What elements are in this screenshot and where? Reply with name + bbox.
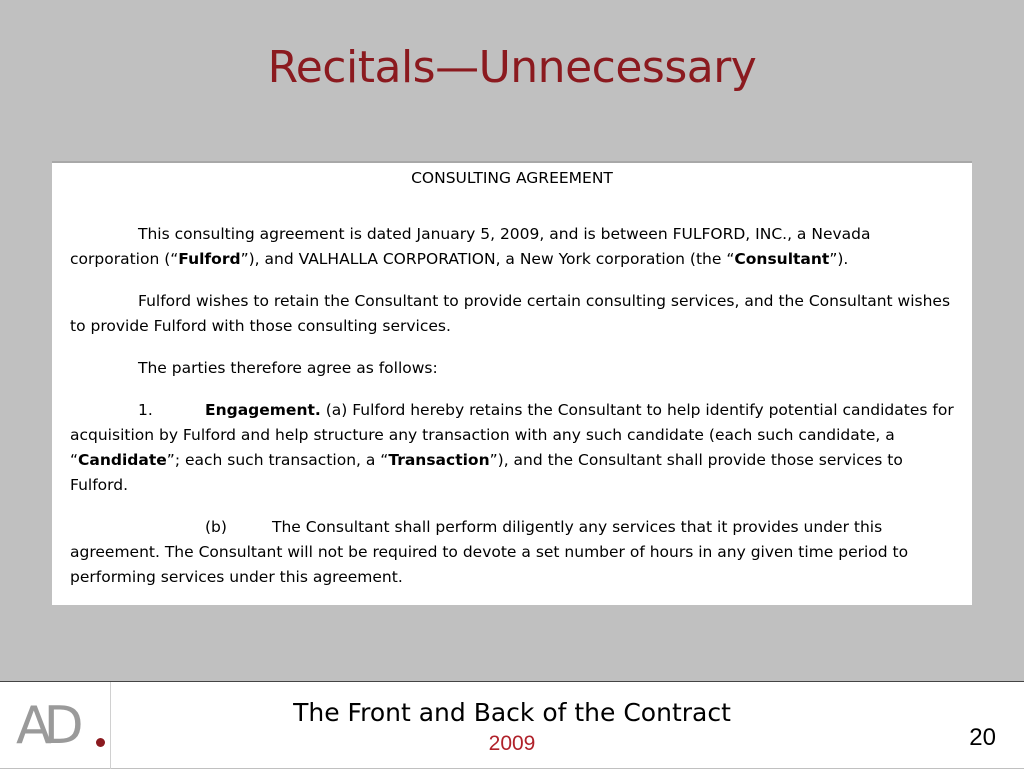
- section-1-text-3: ”), and the Consultant shall provide those services to Fulford.: [70, 451, 903, 494]
- section-1-number: 1.: [138, 401, 153, 419]
- defined-term-consultant: Consultant: [734, 250, 830, 268]
- section-1-text-1: (a) Fulford hereby retains the Consultant to help identify potential candidates for acquisition by Fulford and help structure any transaction with any such candidate (each such candidate, a “: [70, 401, 954, 469]
- recital-text: Fulford wishes to retain the Consultant to provide certain consulting services, and the Consultant wishes to provide Fulford with those consulting services.: [70, 292, 951, 335]
- parties-text-2: ”), and VALHALLA CORPORATION, a New York corporation (the “: [240, 250, 735, 268]
- parties-text-3: ”).: [829, 250, 849, 268]
- parties-paragraph: [70, 222, 954, 272]
- lead-in-paragraph: [70, 356, 954, 381]
- section-1b-text: The Consultant shall perform diligently any services that it provides under this agreement. The Consultant will not be required to devote a set number of hours in any given time period to performing services under this agreement.: [70, 518, 909, 586]
- section-1-text-2: ”; each such transaction, a “: [166, 451, 389, 469]
- section-1-paragraph: [70, 398, 954, 498]
- slide-footer: [0, 681, 1024, 768]
- footer-title: The Front and Back of the Contract: [293, 698, 731, 727]
- document-heading: CONSULTING AGREEMENT: [411, 169, 613, 187]
- section-1-heading: Engagement.: [205, 401, 321, 419]
- footer-year: 2009: [488, 732, 536, 755]
- slide-title: Recitals—Unnecessary: [267, 42, 757, 93]
- document-excerpt: [52, 161, 972, 605]
- page-number: 20: [969, 724, 996, 751]
- section-1b-paragraph: [70, 515, 954, 590]
- parties-text-1: This consulting agreement is dated January 5, 2009, and is between FULFORD, INC., a Nevada corporation (“: [70, 225, 871, 268]
- defined-term-candidate: Candidate: [78, 451, 167, 469]
- recital-paragraph: [70, 289, 954, 339]
- section-1b-label: (b): [205, 518, 227, 536]
- ad-logo: AD: [16, 696, 76, 756]
- defined-term-transaction: Transaction: [388, 451, 490, 469]
- lead-in-text: The parties therefore agree as follows:: [138, 359, 438, 377]
- defined-term-fulford: Fulford: [178, 250, 241, 268]
